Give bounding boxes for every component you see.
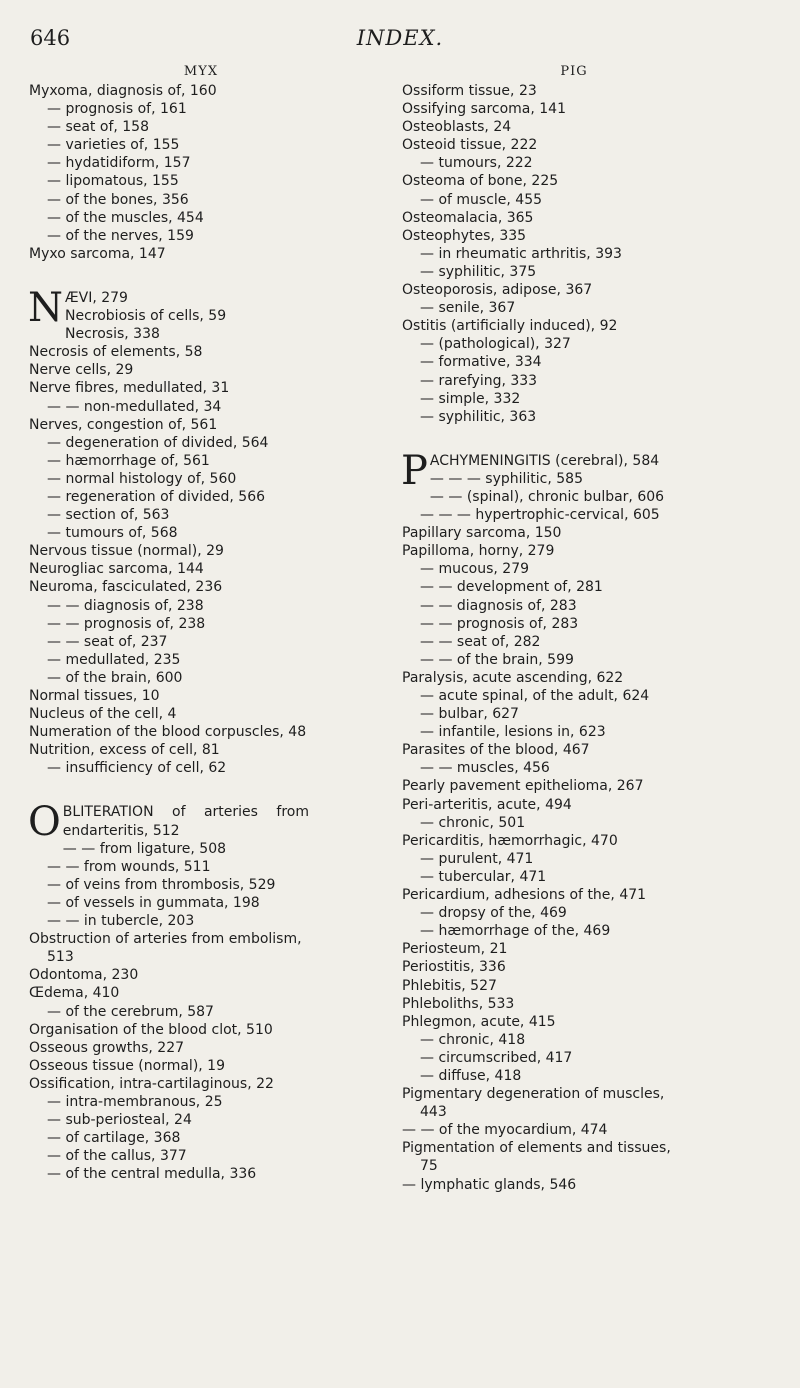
- index-entry: Osteoporosis, adipose, 367: [402, 282, 593, 299]
- index-entry: Nerve fibres, medullated, 31: [29, 380, 230, 397]
- index-entry: Phlebitis, 527: [402, 977, 497, 994]
- index-entry: — — — hypertrophic-cervical, 605: [420, 507, 660, 524]
- index-entry: — of cartilage, 368: [47, 1130, 181, 1147]
- index-entry: Nutrition, excess of cell, 81: [29, 742, 220, 759]
- index-entry: Necrosis, 338: [65, 326, 160, 343]
- index-entry: Osteomalacia, 365: [402, 209, 534, 226]
- index-entry: Neurogliac sarcoma, 144: [29, 561, 204, 578]
- index-entry: — mucous, 279: [420, 561, 530, 578]
- index-entry: — — diagnosis of, 238: [47, 597, 204, 614]
- index-entry: Œdema, 410: [29, 985, 120, 1002]
- index-entry: — — seat of, 282: [420, 633, 541, 650]
- index-entry: — — in tubercle, 203: [47, 913, 195, 930]
- index-entry: — intra-membranous, 25: [47, 1093, 223, 1110]
- index-entry: — sub-periosteal, 24: [47, 1112, 192, 1129]
- section-p: [401, 447, 746, 1194]
- index-entry: Pearly pavement epithelioma, 267: [402, 778, 644, 795]
- index-entry: Osteoma of bone, 225: [402, 173, 559, 190]
- index-entry: Ossifying sarcoma, 141: [402, 101, 566, 118]
- index-entry: — section of, 563: [47, 507, 170, 524]
- index-entry: — varieties of, 155: [47, 137, 180, 154]
- index-entry: — diffuse, 418: [420, 1067, 522, 1084]
- index-entry: — of the central medulla, 336: [47, 1166, 257, 1183]
- index-list-m: [29, 82, 373, 263]
- index-entry: — — diagnosis of, 283: [420, 597, 577, 614]
- index-entry-wrapped: Pigmentation of elements and tissues, 75: [402, 1140, 671, 1175]
- index-entry: Osseous tissue (normal), 19: [29, 1057, 225, 1074]
- index-entry: — in rheumatic arthritis, 393: [420, 245, 622, 262]
- index-entry: — medullated, 235: [47, 651, 181, 668]
- index-entry: — of the nerves, 159: [47, 227, 194, 244]
- index-entry: — lipomatous, 155: [47, 173, 179, 190]
- index-list-o: [29, 840, 373, 930]
- index-entry: — rarefying, 333: [420, 372, 538, 389]
- index-entry: Phleboliths, 533: [402, 995, 515, 1012]
- index-entry: — — of the myocardium, 474: [402, 1122, 608, 1139]
- drop-cap-p: P: [401, 447, 428, 494]
- index-entry: — purulent, 471: [420, 850, 534, 867]
- index-entry: — syphilitic, 363: [420, 408, 537, 425]
- index-entry: Neuroma, fasciculated, 236: [29, 579, 223, 596]
- drop-cap-n: N: [28, 284, 63, 331]
- page-header: [0, 26, 800, 56]
- index-entry: Papillary sarcoma, 150: [402, 525, 562, 542]
- right-column: [402, 62, 746, 1194]
- index-entry: Periosteum, 21: [402, 941, 508, 958]
- section-n: [28, 284, 373, 778]
- index-entry: — lymphatic glands, 546: [402, 1176, 577, 1193]
- index-entry: Osseous growths, 227: [29, 1039, 185, 1056]
- index-entry: — — from ligature, 508: [62, 840, 227, 857]
- index-entry: — chronic, 501: [420, 814, 526, 831]
- index-entry: ACHYMENINGITIS (cerebral), 584: [429, 452, 660, 469]
- index-entry-wrapped: Pigmentary degeneration of muscles, 443: [402, 1086, 665, 1121]
- index-entry: — syphilitic, 375: [420, 263, 537, 280]
- page-number: 646: [30, 26, 71, 50]
- index-entry: Osteoblasts, 24: [402, 119, 512, 136]
- guide-word-left: MYX: [183, 64, 219, 79]
- index-list-n: [29, 325, 373, 777]
- index-entry: — of the cerebrum, 587: [47, 1003, 214, 1020]
- index-entry: ÆVI, 279: [65, 289, 128, 306]
- index-entry: — insufficiency of cell, 62: [47, 760, 227, 777]
- index-entry: Osteophytes, 335: [402, 227, 527, 244]
- index-entry: Nerve cells, 29: [29, 362, 134, 379]
- index-entry: Peri-arteritis, acute, 494: [402, 796, 572, 813]
- index-entry: — infantile, lesions in, 623: [420, 724, 606, 741]
- index-entry: Myxo sarcoma, 147: [29, 245, 166, 262]
- index-entry: — dropsy of the, 469: [420, 905, 567, 922]
- index-entry: Nerves, congestion of, 561: [29, 416, 218, 433]
- drop-cap-o: O: [28, 799, 61, 846]
- index-entry: Normal tissues, 10: [29, 688, 160, 704]
- running-head: INDEX.: [356, 26, 444, 50]
- guide-word-right: PIG: [560, 64, 588, 79]
- index-entry: — normal histology of, 560: [47, 470, 237, 487]
- index-entry: — of the bones, 356: [47, 191, 189, 208]
- index-entry: — of muscle, 455: [420, 191, 543, 208]
- index-entry: — seat of, 158: [47, 119, 149, 136]
- index-entry: BLITERATION of arteries from: [62, 804, 309, 821]
- index-entry: Nervous tissue (normal), 29: [29, 543, 224, 560]
- index-entry: Necrobiosis of cells, 59: [65, 308, 227, 325]
- index-entry: — (pathological), 327: [420, 336, 571, 353]
- index-entry: Pericardium, adhesions of the, 471: [402, 887, 647, 904]
- index-entry: — simple, 332: [420, 390, 521, 407]
- index-entry: — senile, 367: [420, 300, 516, 317]
- index-entry: — — of the brain, 599: [420, 651, 574, 668]
- index-entry: — of veins from thrombosis, 529: [47, 876, 276, 893]
- index-entry: Osteoid tissue, 222: [402, 137, 538, 154]
- index-entry: Phlegmon, acute, 415: [402, 1013, 556, 1030]
- index-entry: — tubercular, 471: [420, 868, 547, 885]
- index-entry: — — seat of, 237: [47, 633, 168, 650]
- index-entry: Parasites of the blood, 467: [402, 742, 590, 759]
- index-list-p: [402, 488, 746, 1085]
- index-entry: — acute spinal, of the adult, 624: [420, 688, 650, 704]
- index-entry: Ossification, intra-cartilaginous, 22: [29, 1075, 274, 1092]
- index-entry: — of vessels in gummata, 198: [47, 894, 260, 911]
- index-entry: — chronic, 418: [420, 1031, 526, 1048]
- index-entry: Pericarditis, hæmorrhagic, 470: [402, 832, 618, 849]
- index-entry: — regeneration of divided, 566: [47, 488, 266, 505]
- left-column: [29, 62, 373, 1183]
- index-entry-wrapped: Obstruction of arteries from embolism, 513: [29, 931, 302, 966]
- index-entry: — — muscles, 456: [420, 760, 550, 777]
- index-entry: Organisation of the blood clot, 510: [29, 1021, 273, 1038]
- index-entry: Odontoma, 230: [29, 967, 139, 984]
- index-entry: Myxoma, diagnosis of, 160: [29, 83, 217, 99]
- index-entry: Periostitis, 336: [402, 959, 506, 976]
- index-entry: Ostitis (artificially induced), 92: [402, 318, 618, 335]
- index-entry: Necrosis of elements, 58: [29, 344, 203, 361]
- index-list-o2: [29, 966, 373, 1183]
- index-entry: — bulbar, 627: [420, 706, 519, 723]
- index-entry: — — (spinal), chronic bulbar, 606: [429, 488, 665, 505]
- index-entry: — hæmorrhage of the, 469: [420, 923, 611, 940]
- index-entry: — — prognosis of, 238: [47, 615, 206, 632]
- index-entry: — tumours, 222: [420, 155, 533, 172]
- index-entry: — of the muscles, 454: [47, 209, 204, 226]
- index-entry: — — non-medullated, 34: [47, 398, 222, 415]
- index-entry: — of the brain, 600: [47, 669, 183, 686]
- index-entry: — of the callus, 377: [47, 1148, 187, 1165]
- index-entry: Papilloma, horny, 279: [402, 543, 555, 560]
- index-entry: — — development of, 281: [420, 579, 603, 596]
- index-entry: — tumours of, 568: [47, 525, 178, 542]
- index-entry: — hæmorrhage of, 561: [47, 452, 210, 469]
- index-list-o-right: [402, 82, 746, 426]
- index-entry: — — prognosis of, 283: [420, 615, 579, 632]
- index-entry: Numeration of the blood corpuscles, 48: [29, 724, 307, 741]
- section-o: [28, 799, 373, 1183]
- index-entry: — circumscribed, 417: [420, 1049, 573, 1066]
- index-entry: Ossiform tissue, 23: [402, 83, 537, 99]
- index-entry: Paralysis, acute ascending, 622: [402, 669, 624, 686]
- index-entry: — — from wounds, 511: [47, 858, 211, 875]
- index-entry: Nucleus of the cell, 4: [29, 706, 177, 723]
- index-entry: — degeneration of divided, 564: [47, 434, 269, 451]
- index-entry: — formative, 334: [420, 354, 542, 371]
- index-entry: — hydatidiform, 157: [47, 155, 191, 172]
- index-entry: — prognosis of, 161: [47, 101, 187, 118]
- index-entry: — — — syphilitic, 585: [429, 470, 583, 487]
- index-entry: endarteritis, 512: [62, 822, 180, 839]
